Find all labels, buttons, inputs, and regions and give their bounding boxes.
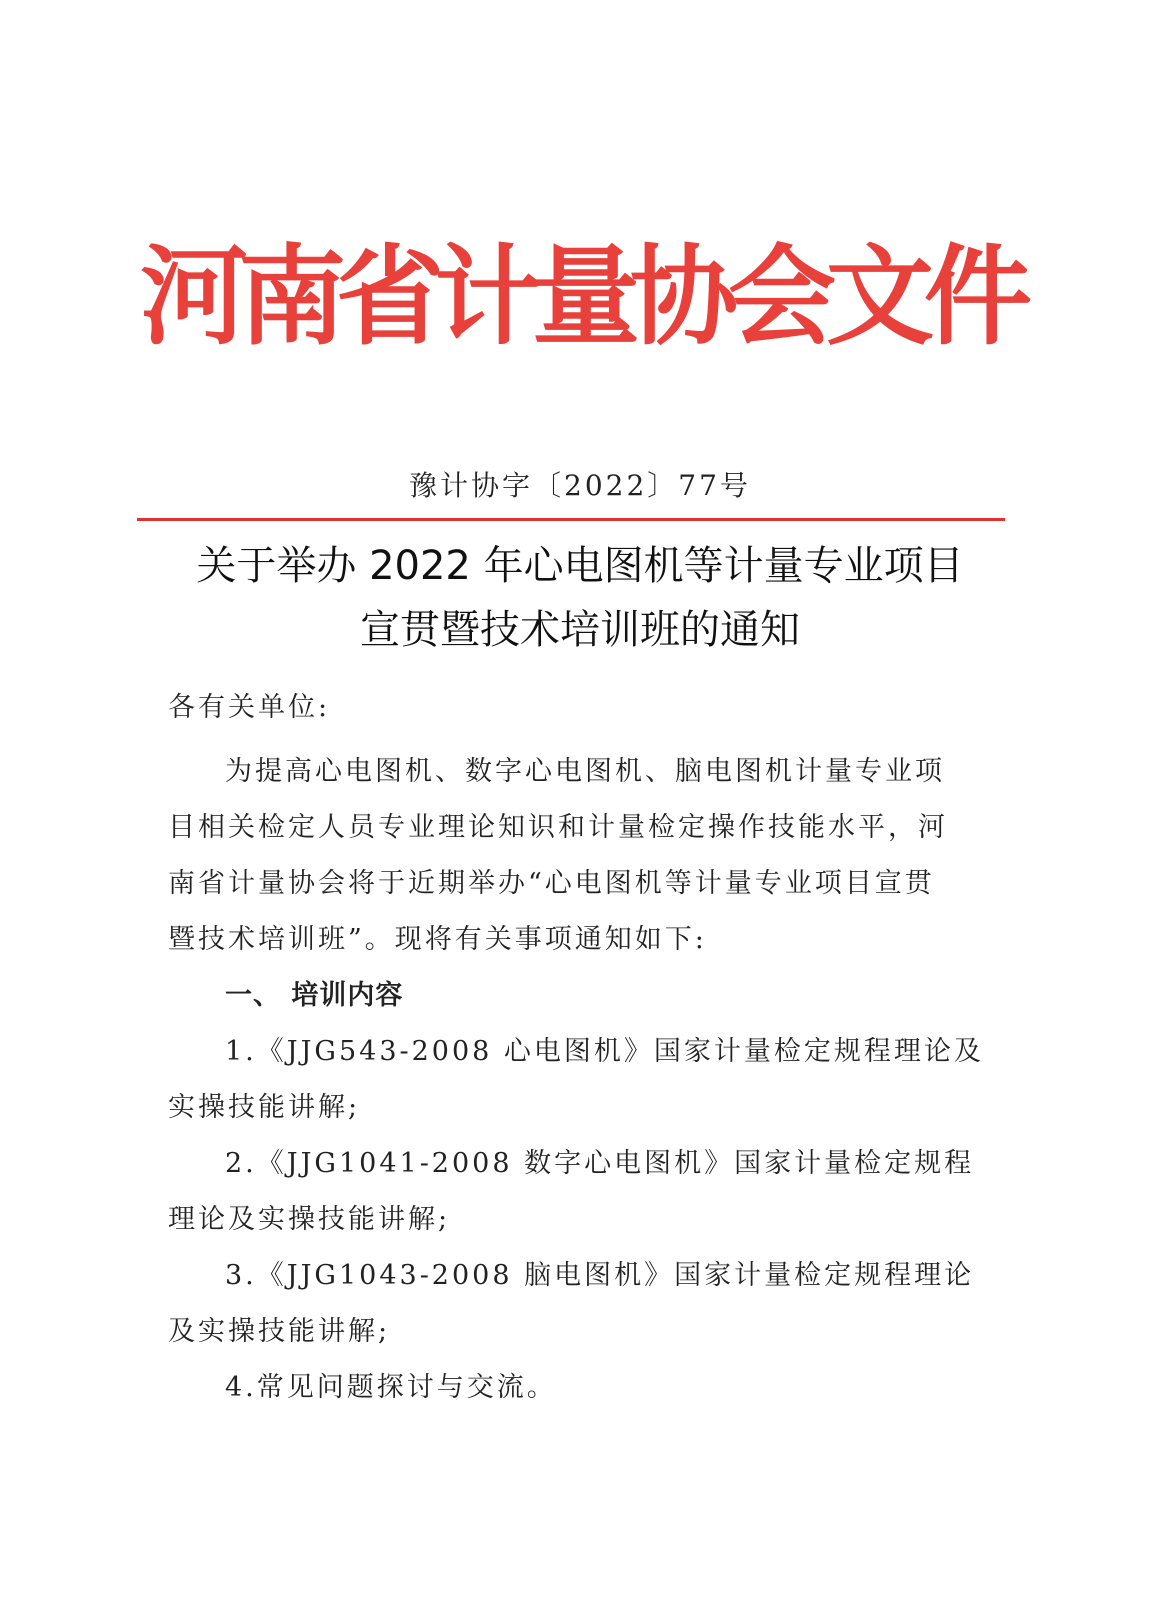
- notice-title-line-1: 关于举办 2022 年心电图机等计量专业项目: [196, 543, 964, 589]
- intro-line-4: 暨技术培训班”。现将有关事项通知如下:: [168, 924, 707, 955]
- intro-line-2: 目相关检定人员专业理论知识和计量检定操作技能水平，河: [168, 812, 948, 843]
- section-heading-training-content: 一、 培训内容: [225, 980, 404, 1011]
- document-number: 豫计协字〔2022〕77号: [409, 469, 751, 502]
- notice-title-line-2: 宣贯暨技术培训班的通知: [360, 607, 800, 653]
- intro-line-3: 南省计量协会将于近期举办“心电图机等计量专业项目宣贯: [168, 868, 935, 899]
- list-item-1-line-1: 1.《JJG543-2008 心电图机》国家计量检定规程理论及: [225, 1036, 984, 1067]
- list-item-4: 4.常见问题探讨与交流。: [225, 1372, 557, 1403]
- list-item-2-line-1: 2.《JJG1041-2008 数字心电图机》国家计量检定规程: [225, 1148, 975, 1179]
- list-item-3-line-1: 3.《JJG1043-2008 脑电图机》国家计量检定规程理论: [225, 1260, 975, 1291]
- masthead-title: 河南省计量协会文件: [140, 234, 1023, 360]
- list-item-2-line-2: 理论及实操技能讲解;: [168, 1204, 451, 1235]
- red-divider-line: [137, 518, 1005, 521]
- intro-line-1: 为提高心电图机、数字心电图机、脑电图机计量专业项: [225, 756, 945, 787]
- list-item-1-line-2: 实操技能讲解;: [168, 1092, 361, 1123]
- list-item-3-line-2: 及实操技能讲解;: [168, 1316, 391, 1347]
- salutation: 各有关单位:: [168, 692, 331, 723]
